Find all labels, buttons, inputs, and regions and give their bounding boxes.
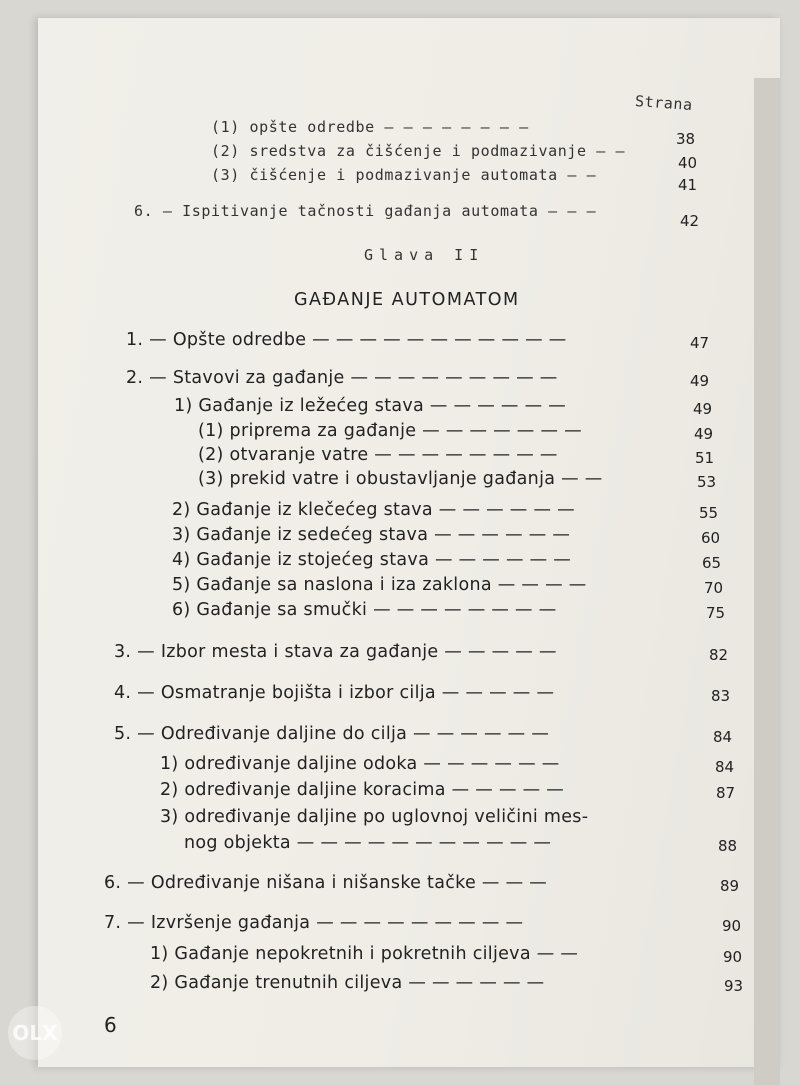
toc-page-number: 84: [713, 728, 733, 746]
toc-page-number: 70: [704, 579, 724, 597]
chapter-label: Glava II: [364, 246, 485, 264]
chapter-title: GAĐANJE AUTOMATOM: [294, 290, 520, 310]
toc-page-number: 53: [697, 473, 717, 491]
toc-page-number: 65: [702, 554, 722, 572]
toc-page-number: 82: [709, 646, 729, 664]
toc-entry: (1) opšte odredbe — — — — — — — —: [211, 118, 529, 136]
olx-watermark-logo: OLX: [8, 1006, 62, 1060]
toc-entry: 3. — Izbor mesta i stava za gađanje — — — — —: [114, 642, 557, 662]
strana-heading: Strana: [634, 92, 694, 114]
toc-entry: 2) Gađanje iz klečećeg stava — — — — — —: [172, 500, 575, 520]
toc-entry: (3) čišćenje i podmazivanje automata — —: [211, 166, 597, 184]
toc-page-number: 49: [693, 400, 713, 418]
toc-entry: nog objekta — — — — — — — — — — —: [184, 833, 552, 853]
toc-page-number: 89: [720, 877, 740, 895]
toc-page-number: 38: [676, 130, 696, 148]
toc-page-number: 41: [678, 176, 698, 194]
toc-entry: 3) Gađanje iz sedećeg stava — — — — — —: [172, 525, 571, 545]
toc-entry: 1. — Opšte odredbe — — — — — — — — — — —: [126, 330, 567, 350]
toc-page-number: 49: [690, 372, 710, 390]
toc-entry: 2) Gađanje trenutnih ciljeva — — — — — —: [150, 973, 545, 993]
toc-entry: (2) otvaranje vatre — — — — — — — —: [198, 445, 558, 465]
toc-entry: 4) Gađanje iz stojećeg stava — — — — — —: [172, 550, 572, 570]
toc-page-number: 49: [694, 425, 714, 443]
toc-page-number: 51: [695, 449, 715, 467]
toc-page-number: 42: [680, 212, 700, 230]
toc-page-number: 90: [723, 948, 743, 966]
toc-page-number: 47: [690, 334, 710, 352]
toc-page-number: 84: [715, 758, 735, 776]
toc-entry: 6) Gađanje sa smučki — — — — — — — —: [172, 600, 557, 620]
toc-entry: 7. — Izvršenje gađanja — — — — — — — — —: [104, 913, 524, 933]
toc-entry: 4. — Osmatranje bojišta i izbor cilja — — — — —: [114, 683, 555, 703]
toc-entry: 1) Gađanje nepokretnih i pokretnih ciljeva — —: [150, 944, 579, 964]
toc-page-number: 75: [706, 604, 726, 622]
toc-entry: 5. — Određivanje daljine do cilja — — — — — —: [114, 724, 550, 744]
toc-entry: (2) sredstva za čišćenje i podmazivanje — —: [211, 142, 626, 160]
toc-page-number: 83: [711, 687, 731, 705]
book-page: [38, 18, 780, 1067]
toc-page-number: 90: [722, 917, 742, 935]
toc-page-number: 88: [718, 837, 738, 855]
toc-page-number: 40: [678, 154, 698, 172]
toc-entry: 6. — Određivanje nišana i nišanske tačke — — —: [104, 873, 548, 893]
toc-entry: 6. — Ispitivanje tačnosti gađanja automata — — —: [134, 202, 597, 220]
toc-entry: 1) određivanje daljine odoka — — — — — —: [160, 754, 560, 774]
toc-page-number: 55: [699, 504, 719, 522]
toc-page-number: 93: [724, 977, 744, 995]
toc-entry: (3) prekid vatre i obustavljanje gađanja — —: [198, 469, 603, 489]
toc-page-number: 87: [716, 784, 736, 802]
toc-entry: 2. — Stavovi za gađanje — — — — — — — — —: [126, 368, 558, 388]
toc-page-number: 60: [701, 529, 721, 547]
toc-entry: 1) Gađanje iz ležećeg stava — — — — — —: [174, 396, 567, 416]
next-page-edge: [754, 78, 780, 1085]
toc-entry: (1) priprema za gađanje — — — — — — —: [198, 421, 582, 441]
toc-entry: 3) određivanje daljine po uglovnoj veličini mes-: [160, 807, 589, 827]
toc-entry: 2) određivanje daljine koracima — — — — —: [160, 780, 565, 800]
toc-entry: 5) Gađanje sa naslona i iza zaklona — — — —: [172, 575, 587, 595]
page-number: 6: [104, 1013, 118, 1037]
